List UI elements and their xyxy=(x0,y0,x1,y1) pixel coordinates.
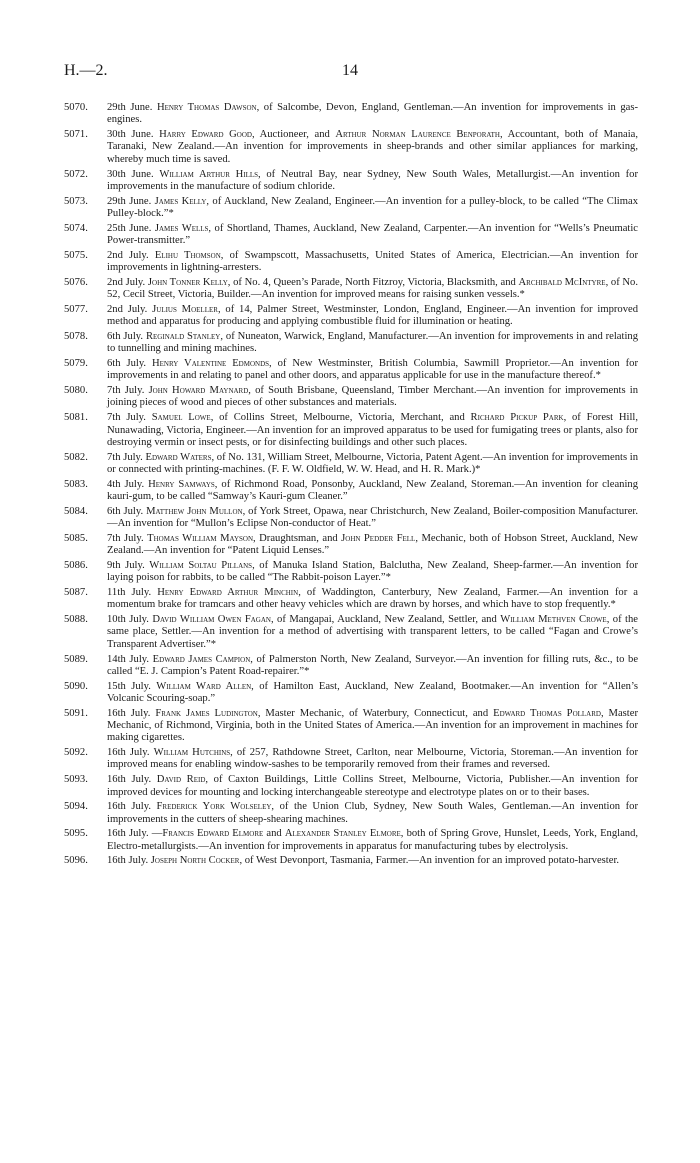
entry-text xyxy=(107,385,638,408)
applicant-name: William Ward Allen xyxy=(156,680,252,692)
entry-text xyxy=(107,479,638,502)
patent-entry xyxy=(64,747,638,772)
entry-date: 16th July. xyxy=(107,774,152,786)
applicant-name: Reginald Stanley xyxy=(145,330,221,342)
entry-number: 5070. xyxy=(64,102,88,113)
entry-description: , of Shortland, Thames, Auckland, New Zealand, Carpenter.—An invention for “Wells’s Pneumatic Power-transmitter.” xyxy=(107,222,638,246)
patent-entry xyxy=(64,169,638,194)
applicant-name: Henry Samways xyxy=(148,478,215,490)
applicant-name: Francis Edward Elmore xyxy=(162,828,264,840)
entry-text xyxy=(107,250,638,273)
patent-entry xyxy=(64,506,638,531)
entry-description: , of Waddington, Canterbury, New Zealand, Farmer.—An invention for a momentum brake for tramcars and other heavy vehicles which are drawn by horses, and which have to stop frequently.* xyxy=(107,587,638,611)
page-number: 14 xyxy=(342,62,358,79)
entry-description: , both of Spring Grove, Hunslet, Leeds, York, England, Electro-metallurgists.—An invention for improvements in apparatus for manufacturing tubes by electrolysis. xyxy=(107,828,639,852)
patent-entry xyxy=(64,452,638,477)
entry-text xyxy=(107,358,638,381)
entry-text xyxy=(107,533,638,556)
patent-entry xyxy=(64,102,638,127)
applicant-name: Henry Edward Arthur Minchin xyxy=(157,587,299,599)
patent-entry xyxy=(64,358,638,383)
entry-description: , of New Westminster, British Columbia, Sawmill Proprietor.—An invention for improvements in and relating to panel and other doors, and apparatus applicable for use in the manufacture thereof.* xyxy=(107,358,639,382)
entry-date: 29th June. xyxy=(107,195,152,207)
entry-date: 6th July. xyxy=(107,330,144,342)
entry-description: , of Mangapai, Auckland, New Zealand, Settler, and xyxy=(270,614,501,626)
entry-number: 5091. xyxy=(64,707,88,719)
entry-description: , Accountant, both of Manaia, Taranaki, New Zealand.—An invention for improvements in sheep-brands and other similar appliances for marking, whereby much time is saved. xyxy=(107,129,638,165)
applicant-name: William Arthur Hills xyxy=(159,168,259,180)
patent-entry xyxy=(64,196,638,221)
entry-description: , of Richmond Road, Ponsonby, Auckland, New Zealand, Storeman.—An invention for cleaning kauri-gum, to be called “Samway’s Kauri-gum Cleaner.” xyxy=(107,478,638,503)
entry-number: 5082. xyxy=(64,451,88,463)
document-reference: H.—2. xyxy=(64,62,108,79)
entry-date: 16th July. xyxy=(107,707,151,719)
entry-number: 5093. xyxy=(64,774,88,786)
entry-number: 5092. xyxy=(64,747,88,759)
entry-description: , of Swampscott, Massachusetts, United States of America, Electrician.—An invention for improvements in lightning-arresters. xyxy=(107,249,638,274)
entry-text xyxy=(107,102,638,125)
entry-number: 5090. xyxy=(64,680,88,692)
entry-number: 5081. xyxy=(64,412,88,424)
applicant-name: Julius Moeller xyxy=(152,303,218,315)
entry-number: 5088. xyxy=(64,614,88,626)
patent-entry xyxy=(64,250,638,275)
entry-text xyxy=(107,560,638,583)
applicant-name: Edward Thomas Pollard xyxy=(493,707,601,719)
applicant-name: Frederick York Wolseley xyxy=(156,801,272,813)
applicant-name: Frank James Ludington xyxy=(155,707,258,719)
entry-text xyxy=(107,277,638,300)
entry-text xyxy=(107,169,638,192)
entry-text xyxy=(107,223,638,246)
entry-date: 4th July. xyxy=(107,478,145,490)
patent-entry xyxy=(64,479,638,504)
entry-number: 5076. xyxy=(64,276,88,288)
entry-date: 2nd July. xyxy=(107,303,148,315)
entry-date: 7th July. xyxy=(107,451,143,463)
applicant-name: Joseph North Cocker xyxy=(150,855,240,867)
patent-entry xyxy=(64,801,638,826)
entry-description: and xyxy=(263,828,285,840)
entry-description: , of Auckland, New Zealand, Engineer.—An invention for a pulley-block, to be called “The Climax Pulley-block.”* xyxy=(107,195,638,219)
applicant-name: Thomas William Mayson xyxy=(147,532,254,544)
patent-entry xyxy=(64,385,638,410)
entry-date: 14th July. xyxy=(107,653,150,665)
entry-date: 16th July. xyxy=(107,828,149,840)
entry-date: 16th July. xyxy=(107,801,151,813)
entry-text xyxy=(107,129,638,165)
patent-entry xyxy=(64,828,638,853)
entry-date: 30th June. xyxy=(107,168,154,180)
patent-entry xyxy=(64,774,638,799)
applicant-name: William Hutchins xyxy=(153,747,231,759)
applicant-name: Archibald McIntyre xyxy=(518,276,606,288)
entry-description: , of Neutral Bay, near Sydney, New South Wales, Metallurgist.—An invention for improvements in the manufacture of sodium chloride. xyxy=(107,168,638,192)
entry-description: , of Collins Street, Melbourne, Victoria, Merchant, and xyxy=(210,412,471,424)
applicant-name: James Kelly xyxy=(154,195,207,207)
patent-entry xyxy=(64,708,638,745)
applicant-name: Alexander Stanley Elmore xyxy=(284,828,401,840)
entry-description: , of Forest Hill, Nunawading, Victoria, Engineer.—An invention for an improved apparatus to be used for fumigating trees or plants, also for destroying vermin or insect pests, or for disinfecting buildings and other such places. xyxy=(107,412,638,448)
patent-entry xyxy=(64,587,638,612)
entry-number: 5094. xyxy=(64,801,88,813)
entry-description: , of 257, Rathdowne Street, Carlton, near Melbourne, Victoria, Storeman.—An invention for improved means for enabling window-sashes to be temporarily removed from their frames and reversed. xyxy=(107,747,638,771)
patent-entry xyxy=(64,129,638,166)
entry-number: 5084. xyxy=(64,505,88,517)
page-header xyxy=(64,62,636,86)
entry-text xyxy=(107,681,638,704)
entry-number: 5071. xyxy=(64,129,88,141)
entry-text xyxy=(107,196,638,219)
entry-description: , of Manuka Island Station, Balclutha, New Zealand, Sheep-farmer.—An invention for laying poison for rabbits, to be called “The Rabbit-poison Layer.”* xyxy=(107,559,638,584)
entry-description: , Draughtsman, and xyxy=(253,532,342,544)
entry-description: , of No. 52, Cecil Street, Victoria, Builder.—An invention for improved means for raising sunken vessels.* xyxy=(107,276,638,301)
applicant-name: John Pedder Fell xyxy=(341,532,416,544)
entry-text xyxy=(107,801,638,824)
patent-entry xyxy=(64,681,638,706)
patent-application-list xyxy=(64,102,638,870)
entry-description: , of the Union Club, Sydney, New South Wales, Gentleman.—An invention for improvements in the cutters of sheep-shearing machines. xyxy=(107,801,638,825)
entry-text xyxy=(107,855,619,866)
entry-date: 6th July. xyxy=(107,358,147,370)
applicant-name: Richard Pickup Park xyxy=(470,412,564,424)
entry-text xyxy=(107,452,638,475)
patent-entry xyxy=(64,855,638,867)
entry-description: , Auctioneer, and xyxy=(251,129,336,141)
entry-number: 5074. xyxy=(64,222,88,234)
entry-number: 5085. xyxy=(64,532,88,544)
applicant-name: Henry Thomas Dawson xyxy=(156,102,257,113)
patent-entry xyxy=(64,277,638,302)
entry-number: 5095. xyxy=(64,828,88,840)
applicant-name: William Methven Crowe xyxy=(500,614,607,626)
entry-description: , Master Mechanic, of Richmond, Virginia, both in the United States of America.—An invention for an improvement in machines for making cigarettes. xyxy=(107,707,638,744)
entry-text xyxy=(107,828,638,851)
entry-description: , Master Mechanic, of Waterbury, Connecticut, and xyxy=(257,707,494,719)
entry-date: 2nd July. xyxy=(107,276,146,288)
patent-entry xyxy=(64,412,638,449)
entry-date: 11th July. xyxy=(107,587,152,599)
entry-text xyxy=(107,331,638,354)
applicant-name: David William Owen Fagan xyxy=(152,614,271,626)
entry-description: — xyxy=(151,828,163,840)
entry-number: 5073. xyxy=(64,195,88,207)
patent-entry xyxy=(64,560,638,585)
entry-description: , of South Brisbane, Queensland, Timber Merchant.—An invention for improvements in joining pieces of wood and pieces of other substances and materials. xyxy=(107,385,639,409)
entry-date: 16th July. xyxy=(107,747,150,759)
patent-entry xyxy=(64,331,638,356)
patent-entry xyxy=(64,533,638,558)
entry-date: 7th July. xyxy=(107,385,145,397)
applicant-name: Harry Edward Good xyxy=(159,129,252,141)
entry-text xyxy=(107,708,638,744)
applicant-name: Edward James Campion xyxy=(152,653,251,665)
entry-text xyxy=(107,412,638,448)
applicant-name: Elihu Thomson xyxy=(154,249,221,261)
entry-date: 16th July. xyxy=(107,855,149,867)
entry-number: 5077. xyxy=(64,303,88,315)
entry-date: 15th July. xyxy=(107,680,151,692)
entry-number: 5096. xyxy=(64,855,88,867)
entry-description: , of No. 131, William Street, Melbourne, Victoria, Patent Agent.—An invention for improvements in or connected with printing-machines. (F. F. W. Oldfield, W. W. Head, and H. R. Mark.)* xyxy=(107,451,638,475)
entry-description: , of Caxton Buildings, Little Collins Street, Melbourne, Victoria, Publisher.—An invention for improved devices for mounting and locking interchangeable stereotype and electrotype plates on or to their bases. xyxy=(107,774,638,798)
applicant-name: John Howard Maynard xyxy=(148,385,249,397)
entry-text xyxy=(107,304,638,327)
applicant-name: John Tonner Kelly xyxy=(147,276,228,288)
entry-text xyxy=(107,614,638,650)
entry-description: , of Salcombe, Devon, England, Gentleman.—An invention for improvements in gas-engines. xyxy=(107,102,638,126)
entry-date: 9th July. xyxy=(107,559,145,571)
entry-number: 5075. xyxy=(64,249,88,261)
entry-text xyxy=(107,506,638,529)
entry-text xyxy=(107,587,638,610)
entry-text xyxy=(107,654,638,677)
entry-number: 5087. xyxy=(64,587,88,599)
entry-description: , of Palmerston North, New Zealand, Surveyor.—An invention for filling ruts, &c., to be called “E. J. Campion’s Patent Road-repairer.”* xyxy=(107,653,639,677)
entry-date: 7th July. xyxy=(107,412,146,424)
entry-number: 5089. xyxy=(64,653,88,665)
entry-description: , of Hamilton East, Auckland, New Zealand, Bootmaker.—An invention for “Allen’s Volcanic Scouring-soap.” xyxy=(107,680,639,704)
entry-number: 5078. xyxy=(64,330,88,342)
applicant-name: Arthur Norman Laurence Benporath xyxy=(335,129,500,141)
entry-number: 5086. xyxy=(64,559,88,571)
patent-entry xyxy=(64,304,638,329)
entry-description: , of West Devonport, Tasmania, Farmer.—An invention for an improved potato-harvester. xyxy=(239,855,620,867)
entry-date: 6th July. xyxy=(107,505,144,517)
entry-date: 2nd July. xyxy=(107,249,149,261)
entry-number: 5072. xyxy=(64,168,88,180)
entry-description: , Mechanic, both of Hobson Street, Auckland, New Zealand.—An invention for “Patent Liquid Lenses.” xyxy=(107,532,638,557)
applicant-name: William Soltau Pillans xyxy=(149,559,253,571)
entry-date: 10th July. xyxy=(107,614,149,626)
applicant-name: David Reid xyxy=(156,774,206,786)
entry-description: , of Nuneaton, Warwick, England, Manufacturer.—An invention for improvements in and relating to tunnelling and mining machines. xyxy=(107,330,638,355)
entry-date: 29th June. xyxy=(107,102,153,113)
applicant-name: Edward Waters xyxy=(145,451,212,463)
patent-entry xyxy=(64,614,638,651)
entry-date: 25th June. xyxy=(107,222,152,234)
entry-date: 7th July. xyxy=(107,532,144,544)
entry-description: , of the same place, Settler.—An invention for a method of advertising with transparent letters, to be called “Fagan and Crowe’s Transparent Advertiser.”* xyxy=(107,614,638,650)
patent-entry xyxy=(64,654,638,679)
entry-text xyxy=(107,774,638,797)
patent-entry xyxy=(64,223,638,248)
applicant-name: Samuel Lowe xyxy=(151,412,211,424)
entry-number: 5080. xyxy=(64,385,88,397)
applicant-name: James Wells xyxy=(154,222,209,234)
entry-description: , of No. 4, Queen’s Parade, North Fitzroy, Victoria, Blacksmith, and xyxy=(227,276,519,288)
entry-number: 5079. xyxy=(64,358,88,370)
entry-date: 30th June. xyxy=(107,129,154,141)
entry-number: 5083. xyxy=(64,478,88,490)
entry-description: , of 14, Palmer Street, Westminster, London, England, Engineer.—An invention for improved method and apparatus for producing and applying combustible fluid for illumination or heating. xyxy=(107,303,638,328)
applicant-name: Matthew John Mullon xyxy=(146,505,243,517)
applicant-name: Henry Valentine Edmonds xyxy=(152,358,270,370)
entry-description: , of York Street, Opawa, near Christchurch, New Zealand, Boiler-composition Manufacturer.—An invention for “Mullon’s Eclipse Non-conductor of Heat.” xyxy=(107,505,639,530)
entry-text xyxy=(107,747,638,770)
